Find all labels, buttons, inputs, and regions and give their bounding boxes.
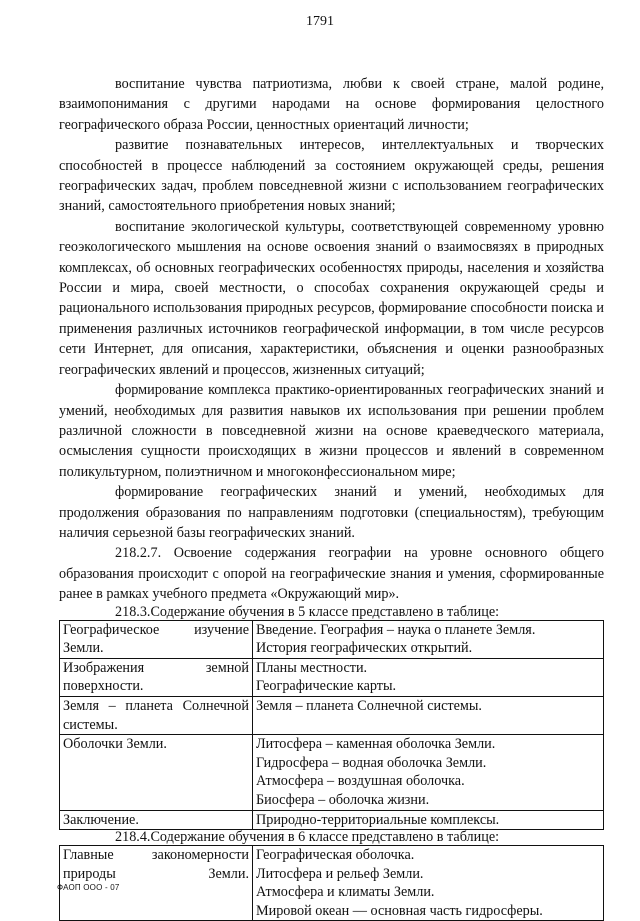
table-row xyxy=(60,696,604,734)
table-grade-5 xyxy=(59,620,604,831)
content-line: Географическая оболочка. xyxy=(256,847,415,864)
document-body xyxy=(59,74,604,921)
content-line: Планы местности. xyxy=(256,659,368,676)
content-line: Литосфера – каменная оболочка Земли. xyxy=(256,736,496,753)
content-line: Атмосфера – воздушная оболочка. xyxy=(256,773,465,790)
table-5-caption: 218.3.Содержание обучения в 5 классе представлено в таблице: xyxy=(115,603,500,620)
paragraph: формирование географических знаний и умений, необходимых для продолжения образования по направлениям подготовки (специальностям), требующим наличия серьезной базы географических знаний. xyxy=(59,484,604,541)
table-row xyxy=(60,846,604,921)
content-line: Литосфера и рельеф Земли. xyxy=(256,865,424,882)
page-number: 1791 xyxy=(306,14,334,29)
table-cell-topic: Заключение. xyxy=(60,810,253,830)
paragraph: развитие познавательных интересов, интеллектуальных и творческих способностей в процессе наблюдений за состоянием окружающей среды, решения географических задач, проблем повседневной жизни с использованием географических знаний, самостоятельного приобретения новых знаний; xyxy=(59,137,604,215)
paragraph: воспитание экологической культуры, соответствующей современному уровню геоэкологического мышления на основе освоения знаний о взаимосвязях в природных комплексах, об основных географических особенностях природы, населения и хозяйства России и мира, своей местности, о способах сохранения окружающей среды и рационального использования природных ресурсов, формирование способности поиска и применения различных источников географической информации, в том числе ресурсов сети Интернет, для описания, характеристики, объяснения и оценки разнообразных географических явлений и процессов, жизненных ситуаций; xyxy=(59,218,604,378)
footer-code: ФАОП ООО - 07 xyxy=(57,883,120,892)
table-cell-topic: Оболочки Земли. xyxy=(60,735,253,810)
content-line: История географических открытий. xyxy=(256,640,473,657)
content-line: Географические карты. xyxy=(256,678,397,695)
table-row xyxy=(60,620,604,658)
paragraph: 218.2.7. Освоение содержания географии на уровне основного общего образования происходит с опорой на географические знания и умения, сформированные ранее в рамках учебного предмета «Окружающий мир». xyxy=(59,545,604,603)
table-grade-6 xyxy=(59,845,604,921)
table-row xyxy=(60,735,604,810)
table-6-caption: 218.4.Содержание обучения в 6 классе представлено в таблице: xyxy=(115,829,500,846)
table-cell-topic: Земля – планета Солнечной системы. xyxy=(60,696,253,734)
table-cell-content xyxy=(253,846,604,921)
table-cell-content xyxy=(253,658,604,696)
paragraph: формирование комплекса практико-ориентированных географических знаний и умений, необходимых для развития навыков их использования при решении проблем различной сложности в повседневной жизни на основе краеведческого материала, осмысления сущности происходящих в жизни процессов и явлений в современном поликультурном, полиэтничном и многоконфессиональном мире; xyxy=(59,382,604,480)
table-cell-content xyxy=(253,620,604,658)
table-cell-topic: Главные закономерности природы Земли. xyxy=(60,846,253,921)
table-row xyxy=(60,658,604,696)
content-line: Введение. География – наука о планете Земля. xyxy=(256,621,536,638)
paragraph: воспитание чувства патриотизма, любви к своей стране, малой родине, взаимопонимания с другими народами на основе формирования целостного географического образа России, ценностных ориентаций личности; xyxy=(59,76,604,133)
table-cell-content xyxy=(253,735,604,810)
table-cell-content xyxy=(253,696,604,734)
content-line: Земля – планета Солнечной системы. xyxy=(256,697,482,714)
content-line: Мировой океан — основная часть гидросферы. xyxy=(256,902,543,919)
table-cell-content xyxy=(253,810,604,830)
table-cell-topic: Географическое изучение Земли. xyxy=(60,620,253,658)
content-line: Гидросфера – водная оболочка Земли. xyxy=(256,754,487,771)
content-line: Природно-территориальные комплексы. xyxy=(256,811,500,828)
table-cell-topic: Изображения земной поверхности. xyxy=(60,658,253,696)
content-line: Биосфера – оболочка жизни. xyxy=(256,791,430,808)
content-line: Атмосфера и климаты Земли. xyxy=(256,884,435,901)
table-row xyxy=(60,810,604,830)
